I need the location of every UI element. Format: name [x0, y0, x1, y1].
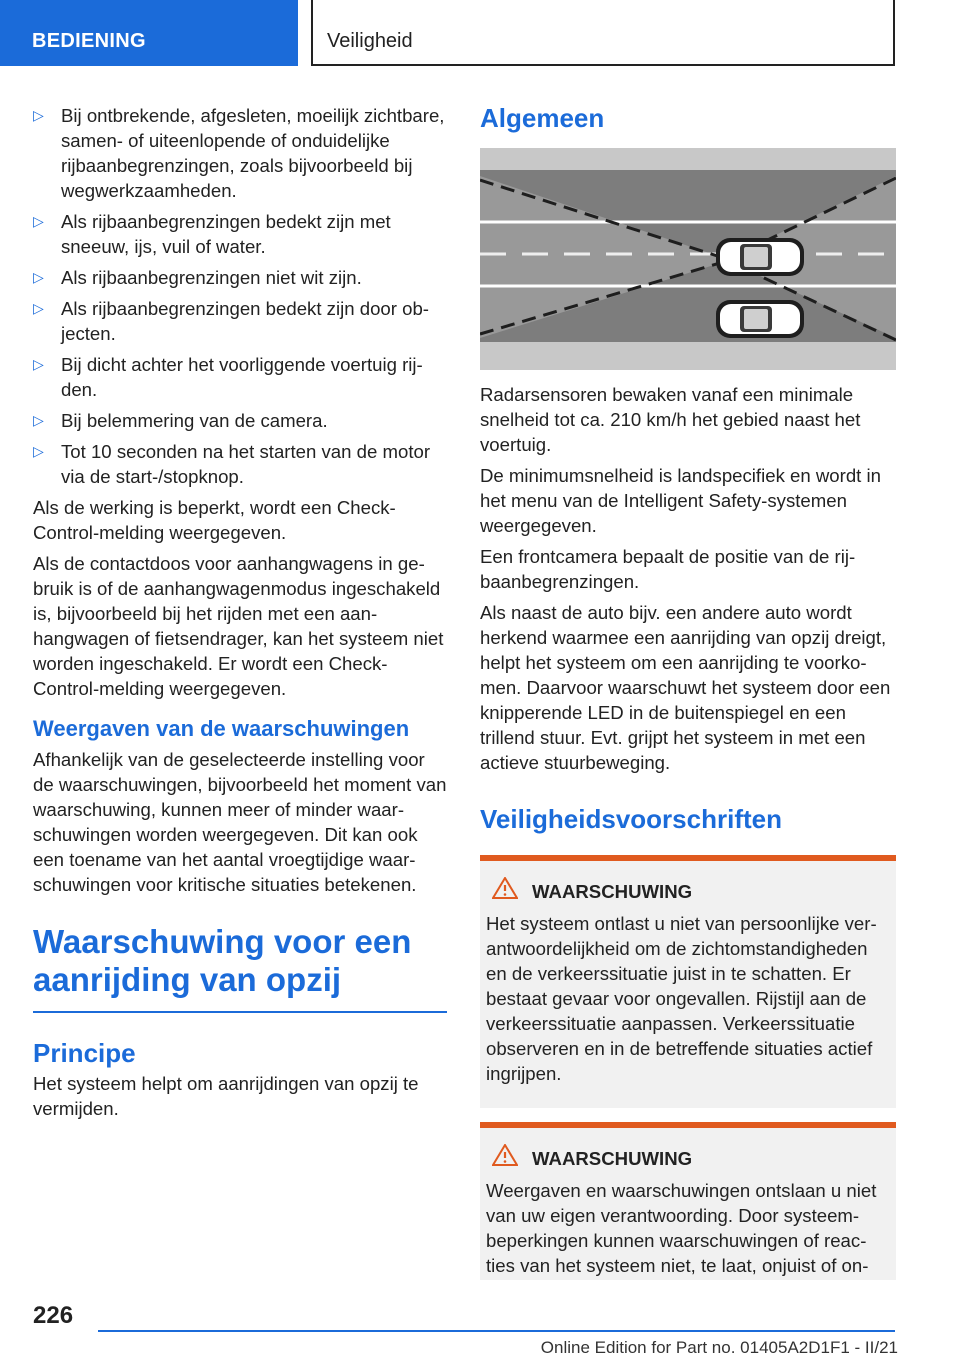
heading-veiligheid: Veiligheidsvoorschriften: [480, 804, 782, 834]
edition-note: Online Edition for Part no. 01405A2D1F1 - II/21: [540, 1338, 898, 1357]
warning-title: WAARSCHUWING: [532, 1147, 693, 1169]
paragraph: Als naast de auto bijv. een andere auto wordt herkend waarmee een aanrijding van opzij dreigt, helpt het systeem om een aanrijding te voorkomen. Daarvoor waarschuwt het systeem door een knipperende LED in de buitenspiegel en een trillend stuur. Evt. grijpt het systeem in met een actieve stuurbeweging.: [480, 602, 891, 773]
list-item: ▷ Bij ontbrekende, afgesleten, moeilijk zichtbare, samen- of uiteenlopende of onduidelijke rijbaanbegrenzingen, zoals bijvoorbeeld bij wegwerkzaamheden.: [33, 105, 445, 201]
paragraph: Afhankelijk van de geselecteerde instelling voor de waarschuwingen, bijvoorbeeld het moment van waarschuwing, kunnen meer of minder waarschuwingen worden weergegeven. Dit kan ook een toename van het aantal vroegtijdige waarschuwingen voor kritische situaties betekenen.: [33, 749, 447, 895]
heading-principe: Principe: [33, 1038, 136, 1068]
triangle-bullet-icon: ▷: [33, 213, 44, 229]
paragraph: Radarsensoren bewaken vanaf een minimale snelheid tot ca. 210 km/h het gebied naast het voertuig.: [480, 384, 861, 455]
radar-coverage-illustration: [480, 148, 896, 370]
list-item: ▷ Tot 10 seconden na het starten van de motor via de start-/stopknop.: [33, 441, 431, 487]
warning-text: Het systeem ontlast u niet van persoonlijke verantwoordelijkheid om de zichtomstandigheden en de verkeerssituatie juist in te schatten. Er bestaat gevaar voor ongevallen. Rijstijl aan de verkeerssituatie aanpassen. Verkeerssituatie observeren en in de betreffende situaties actief ingrijpen.: [486, 913, 877, 1084]
section-heading: Waarschuwing voor een aanrijding van opzij: [33, 923, 447, 1013]
triangle-bullet-icon: ▷: [33, 269, 44, 285]
warning-box: [480, 1122, 896, 1280]
list-item: ▷ Als rijbaanbegrenzingen bedekt zijn door objecten.: [33, 298, 429, 344]
triangle-bullet-icon: ▷: [33, 107, 44, 123]
left-column: [33, 103, 447, 1127]
triangle-bullet-icon: ▷: [33, 356, 44, 372]
triangle-bullet-icon: ▷: [33, 300, 44, 316]
warning-box: [480, 855, 896, 1108]
heading-algemeen: Algemeen: [480, 103, 605, 133]
paragraph: Als de werking is beperkt, wordt een Check-Control-melding weergegeven.: [33, 497, 396, 543]
car-top-icon: [716, 238, 804, 276]
list-item: ▷ Bij belemmering van de camera.: [33, 410, 328, 431]
triangle-bullet-icon: ▷: [33, 412, 44, 428]
section-title: BEDIENING: [32, 30, 146, 52]
list-item: ▷ Als rijbaanbegrenzingen bedekt zijn met sneeuw, ijs, vuil of water.: [33, 211, 391, 257]
car-top-icon: [716, 300, 804, 338]
page-number: 226: [33, 1302, 74, 1329]
right-column: [480, 100, 896, 1294]
warning-title: WAARSCHUWING: [532, 880, 693, 902]
paragraph: Als de contactdoos voor aanhangwagens in gebruik is of de aanhangwagenmodus ingeschakeld is, bijvoorbeeld bij het rijden met een aanhangwagen of fietsendrager, kan het systeem niet worden ingeschakeld. Er wordt een Check-Control-melding weergegeven.: [33, 553, 444, 699]
list-item: ▷ Als rijbaanbegrenzingen niet wit zijn.: [33, 267, 362, 288]
subheading-weergaven: Weergaven van de waarschuwingen: [33, 716, 410, 741]
chapter-title: Veiligheid: [327, 30, 413, 52]
warning-text: Weergaven en waarschuwingen ontslaan u niet van uw eigen verantwoording. Door systeembeperkingen kunnen waarschuwingen of reacties van het systeem niet, te laat, onjuist of on-: [486, 1180, 877, 1276]
road-diagram-svg: [480, 148, 896, 370]
section-tab: [0, 0, 298, 66]
limitations-list: [33, 103, 447, 489]
chapter-tab: [311, 0, 895, 66]
list-item: ▷ Bij dicht achter het voorliggende voertuig rijden.: [33, 354, 423, 400]
paragraph: Een frontcamera bepaalt de positie van de rijbaanbegrenzingen.: [480, 546, 856, 592]
footer-divider: [98, 1330, 895, 1332]
paragraph: Het systeem helpt om aanrijdingen van opzij te vermijden.: [33, 1073, 419, 1119]
paragraph: De minimumsnelheid is landspecifiek en wordt in het menu van de Intelligent Safety-systemen weergegeven.: [480, 465, 881, 536]
warning-triangle-icon: [492, 1144, 520, 1172]
triangle-bullet-icon: ▷: [33, 443, 44, 459]
warning-triangle-icon: [492, 877, 520, 905]
